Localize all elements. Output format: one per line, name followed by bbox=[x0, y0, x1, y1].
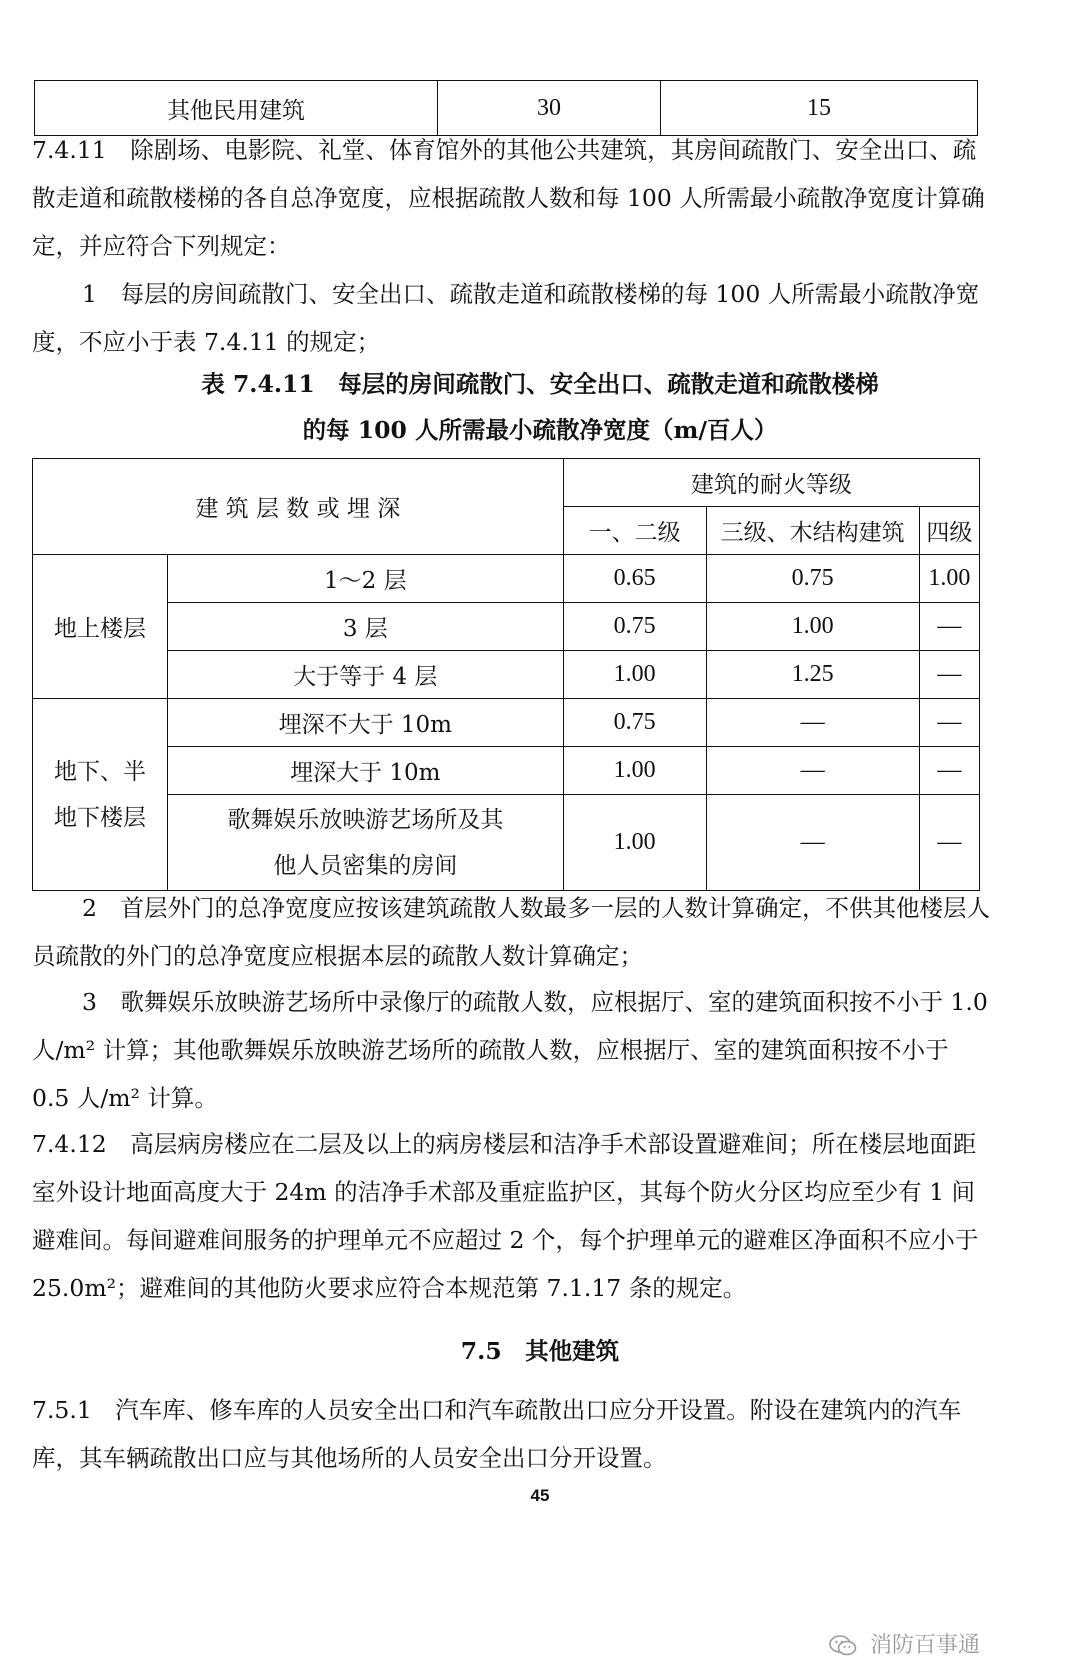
table-row bbox=[33, 795, 980, 891]
clause-7-4-12: 7.4.12 高层病房楼应在二层及以上的病房楼层和洁净手术部设置避难间；所在楼层地面距室外设计地面高度大于 24m 的洁净手术部及重症监护区，其每个防火分区均应至少有 1 间避难间。每间避难间服务的护理单元不应超过 2 个，每个护理单元的避难区净面积不应小于 25.0m²；避难间的其他防火要求应符合本规范第 7.1.17 条的规定。 bbox=[32, 1130, 979, 1302]
row-floor: 埋深大于 10m bbox=[168, 747, 564, 795]
table-title-line-2: 的每 100 人所需最小疏散净宽度（m/百人） bbox=[302, 416, 778, 444]
table-row bbox=[33, 651, 980, 699]
row-floor: 1～2 层 bbox=[168, 555, 564, 603]
group-above-ground: 地上楼层 bbox=[33, 555, 168, 699]
row-floor: 3 层 bbox=[168, 603, 564, 651]
row-floor: 埋深不大于 10m bbox=[168, 699, 564, 747]
clause-7-4-11-item-1: 1 每层的房间疏散门、安全出口、疏散走道和疏散楼梯的每 100 人所需最小疏散净宽度，不应小于表 7.4.11 的规定； bbox=[32, 280, 980, 356]
row-value-grade-1-2: 0.75 bbox=[563, 603, 706, 651]
header-grade-3-wood: 三级、木结构建筑 bbox=[706, 507, 919, 555]
page-number: 45 bbox=[530, 1486, 550, 1505]
row-floor-label: 歌舞娱乐放映游艺场所及其他人员密集的房间 bbox=[227, 806, 504, 879]
watermark bbox=[829, 1628, 980, 1659]
header-floor-depth: 建 筑 层 数 或 埋 深 bbox=[33, 459, 564, 555]
top-table-value-1: 30 bbox=[438, 81, 661, 136]
header-fire-resistance: 建筑的耐火等级 bbox=[563, 459, 979, 507]
row-floor bbox=[168, 795, 564, 891]
row-value-grade-3: 1.00 bbox=[706, 603, 919, 651]
table-row bbox=[33, 603, 980, 651]
table-row bbox=[33, 699, 980, 747]
row-value-grade-3: — bbox=[706, 747, 919, 795]
row-value-grade-1-2: 1.00 bbox=[563, 651, 706, 699]
table-row bbox=[33, 747, 980, 795]
header-grade-1-2: 一、二级 bbox=[563, 507, 706, 555]
table-title-line-1: 表 7.4.11 每层的房间疏散门、安全出口、疏散走道和疏散楼梯 bbox=[201, 370, 879, 398]
row-value-grade-3: 0.75 bbox=[706, 555, 919, 603]
wechat-icon bbox=[829, 1635, 857, 1657]
row-floor: 大于等于 4 层 bbox=[168, 651, 564, 699]
clause-7-4-11-item-2: 2 首层外门的总净宽度应按该建筑疏散人数最多一层的人数计算确定，不供其他楼层人员疏散的外门的总净宽度应根据本层的疏散人数计算确定； bbox=[32, 894, 990, 970]
header-grade-4: 四级 bbox=[919, 507, 979, 555]
evacuation-width-table bbox=[32, 458, 980, 891]
group-below-ground-label: 地下、半地下楼层 bbox=[54, 758, 146, 831]
clause-7-4-11: 7.4.11 除剧场、电影院、礼堂、体育馆外的其他公共建筑，其房间疏散门、安全出口、疏散走道和疏散楼梯的各自总净宽度，应根据疏散人数和每 100 人所需最小疏散净宽度计算确定，并应符合下列规定： bbox=[32, 136, 985, 260]
row-value-grade-4: — bbox=[919, 651, 979, 699]
table-row bbox=[33, 555, 980, 603]
row-value-grade-1-2: 1.00 bbox=[563, 795, 706, 891]
watermark-text: 消防百事通 bbox=[869, 1633, 980, 1658]
row-value-grade-4: — bbox=[919, 603, 979, 651]
group-below-ground bbox=[33, 699, 168, 891]
row-value-grade-3: — bbox=[706, 699, 919, 747]
row-value-grade-4: — bbox=[919, 699, 979, 747]
row-value-grade-4: — bbox=[919, 795, 979, 891]
row-value-grade-1-2: 1.00 bbox=[563, 747, 706, 795]
row-value-grade-1-2: 0.65 bbox=[563, 555, 706, 603]
row-value-grade-1-2: 0.75 bbox=[563, 699, 706, 747]
row-value-grade-4: 1.00 bbox=[919, 555, 979, 603]
row-value-grade-3: — bbox=[706, 795, 919, 891]
clause-7-4-11-item-3: 3 歌舞娱乐放映游艺场所中录像厅的疏散人数，应根据厅、室的建筑面积按不小于 1.0 人/m² 计算；其他歌舞娱乐放映游艺场所的疏散人数，应根据厅、室的建筑面积按不小于 0.5 人/m² 计算。 bbox=[32, 988, 988, 1112]
row-value-grade-4: — bbox=[919, 747, 979, 795]
section-heading-7-5: 7.5 其他建筑 bbox=[460, 1337, 620, 1365]
row-value-grade-3: 1.25 bbox=[706, 651, 919, 699]
clause-7-5-1: 7.5.1 汽车库、修车库的人员安全出口和汽车疏散出口应分开设置。附设在建筑内的汽车库，其车辆疏散出口应与其他场所的人员安全出口分开设置。 bbox=[32, 1396, 962, 1472]
top-table-value-2: 15 bbox=[661, 81, 978, 136]
top-table-label: 其他民用建筑 bbox=[35, 81, 438, 136]
